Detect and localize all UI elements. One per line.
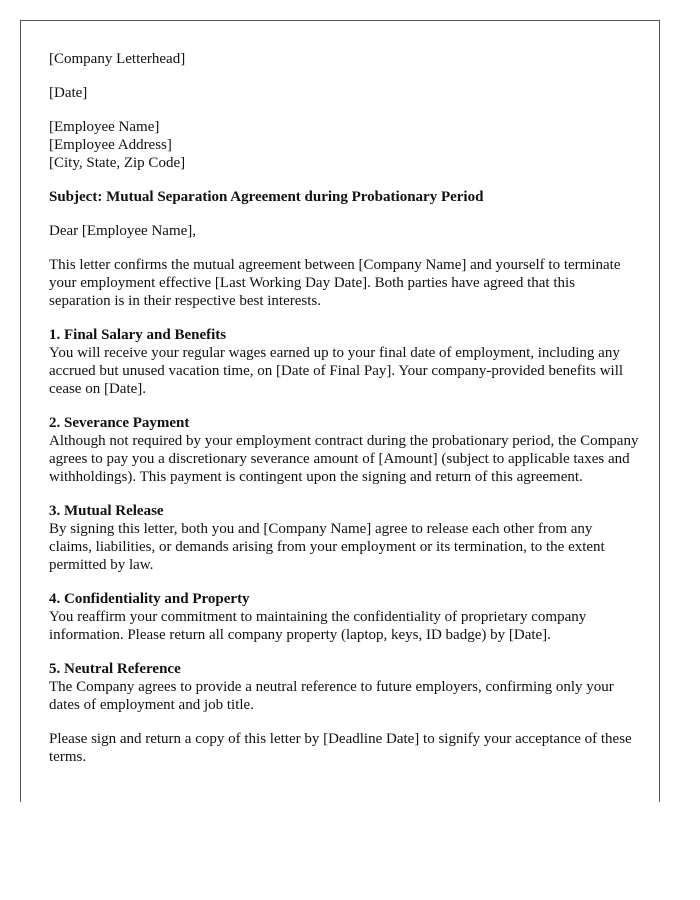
recipient-name: [Employee Name] [49, 119, 160, 135]
recipient-city: [City, State, Zip Code] [49, 155, 186, 171]
company-letterhead: [Company Letterhead] [49, 51, 186, 67]
section-body: You reaffirm your commitment to maintaining the confidentiality of proprietary company information. Please return all company property (laptop, keys, ID badge) by [Date]. [49, 609, 587, 643]
intro-paragraph: This letter confirms the mutual agreement between [Company Name] and yourself to terminate your employment effective [Last Working Day Date]. Both parties have agreed that this separation is in their respective best interests. [49, 257, 621, 309]
section-final-salary [49, 326, 639, 398]
section-title: 3. Mutual Release [49, 503, 164, 519]
letter-content [49, 50, 639, 766]
section-neutral-reference [49, 660, 639, 714]
letter-page [20, 20, 660, 802]
letter-subject: Subject: Mutual Separation Agreement during Probationary Period [49, 189, 484, 205]
recipient-street: [Employee Address] [49, 137, 172, 153]
section-body: By signing this letter, both you and [Company Name] agree to release each other from any claims, liabilities, or demands arising from your employment or its termination, to the extent permitted by law. [49, 521, 605, 573]
section-body: You will receive your regular wages earned up to your final date of employment, including any accrued but unused vacation time, on [Date of Final Pay]. Your company-provided benefits will cease on [Date]. [49, 345, 624, 397]
section-title: 4. Confidentiality and Property [49, 591, 250, 607]
section-mutual-release [49, 502, 639, 574]
section-body: Although not required by your employment contract during the probationary period, the Company agrees to pay you a discretionary severance amount of [Amount] (subject to applicable taxes and withholdings). This payment is contingent upon the signing and return of this agreement. [49, 433, 639, 485]
section-body: The Company agrees to provide a neutral reference to future employers, confirming only your dates of employment and job title. [49, 679, 614, 713]
salutation: Dear [Employee Name], [49, 223, 197, 239]
recipient-address [49, 118, 639, 172]
section-title: 5. Neutral Reference [49, 661, 181, 677]
closing-paragraph: Please sign and return a copy of this letter by [Deadline Date] to signify your acceptance of these terms. [49, 731, 632, 765]
section-title: 2. Severance Payment [49, 415, 190, 431]
letter-date: [Date] [49, 85, 88, 101]
section-confidentiality [49, 590, 639, 644]
section-severance [49, 414, 639, 486]
section-title: 1. Final Salary and Benefits [49, 327, 227, 343]
